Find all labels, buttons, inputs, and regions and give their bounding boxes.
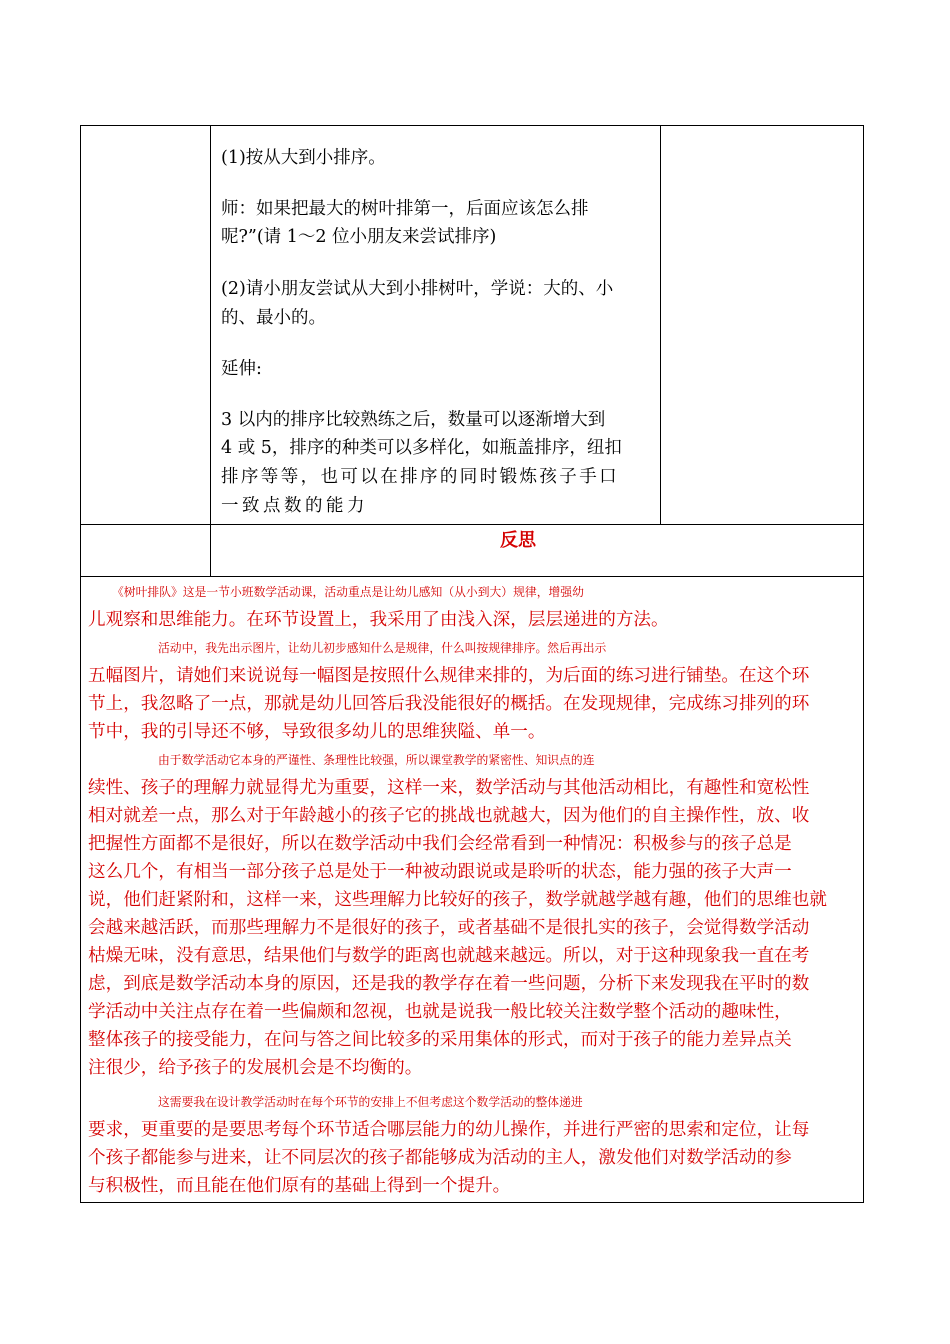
reflection-line: 虑，到底是数学活动本身的原因，还是我的教学存在着一些问题，分析下来发现我在平时的数 [88,974,810,994]
step-line: 的、最小的。 [221,308,326,328]
step-line: (1)按从大到小排序。 [221,148,386,168]
reflection-line: 活动中，我先出示图片，让幼儿初步感知什么是规律，什么叫按规律排序。然后再出示 [158,641,607,655]
reflection-line: 要求，更重要的是要思考每个环节适合哪层能力的幼儿操作，并进行严密的思索和定位，让每 [88,1120,810,1140]
reflection-line: 由于数学活动它本身的严谨性、条理性比较强，所以课堂教学的紧密性、知识点的连 [158,753,595,767]
step-line: 排序等等，也可以在排序的同时锻炼孩子手口 [221,467,619,487]
reflection-line: 个孩子都能参与进来，让不同层次的孩子都能够成为活动的主人，激发他们对数学活动的参 [88,1148,792,1168]
reflection-line: 说，他们赶紧附和，这样一来，这些理解力比较好的孩子，数学就越学越有趣，他们的思维也就 [88,890,827,910]
reflection-line: 五幅图片，请她们来说说每一幅图是按照什么规律来排的，为后面的练习进行铺垫。在这个环 [88,666,810,686]
table-border-top [80,125,864,126]
step-line: 呢?”(请 1～2 位小朋友来尝试排序) [221,227,497,247]
step-line: 一致点数的能力 [221,496,368,516]
reflection-line: 儿观察和思维能力。在环节设置上，我采用了由浅入深，层层递进的方法。 [88,610,669,630]
step-line: 4 或 5，排序的种类可以多样化，如瓶盖排序，纽扣 [221,438,622,458]
reflection-line: 学活动中关注点存在着一些偏颇和忽视，也就是说我一般比较关注数学整个活动的趣味性， [88,1002,792,1022]
reflection-line: 《树叶排队》这是一节小班数学活动课，活动重点是让幼儿感知（从小到大）规律，增强幼 [112,585,584,599]
reflection-line: 这需要我在设计教学活动时在每个环节的安排上不但考虑这个数学活动的整体递进 [158,1095,583,1109]
reflection-line: 注很少，给予孩子的发展机会是不均衡的。 [88,1058,423,1078]
step-line: 3 以内的排序比较熟练之后，数量可以逐渐增大到 [221,410,606,430]
table-border-left [80,125,81,1203]
reflection-line: 这么几个，有相当一部分孩子总是处于一种被动跟说或是聆听的状态，能力强的孩子大声一 [88,862,792,882]
reflection-line: 节上，我忽略了一点，那就是幼儿回答后我没能很好的概括。在发现规律，完成练习排列的环 [88,694,810,714]
table-row-divider-1 [80,524,864,525]
reflection-line: 整体孩子的接受能力，在问与答之间比较多的采用集体的形式，而对于孩子的能力差异点关 [88,1030,792,1050]
reflection-line: 相对就差一点，那么对于年龄越小的孩子它的挑战也就越大，因为他们的自主操作性，放、收 [88,806,810,826]
reflection-header: 反思 [500,530,536,550]
table-border-bottom [80,1202,864,1203]
reflection-line: 节中，我的引导还不够，导致很多幼儿的思维狭隘、单一。 [88,722,546,742]
reflection-line: 与积极性，而且能在他们原有的基础上得到一个提升。 [88,1176,511,1196]
reflection-line: 把握性方面都不是很好，所以在数学活动中我们会经常看到一种情况：积极参与的孩子总是 [88,834,792,854]
step-line: 师：如果把最大的树叶排第一，后面应该怎么排 [221,199,589,219]
reflection-line: 续性、孩子的理解力就显得尤为重要，这样一来，数学活动与其他活动相比，有趣性和宽松性 [88,778,810,798]
table-border-right [863,125,864,1203]
reflection-line: 枯燥无味，没有意思，结果他们与数学的距离也就越来越远。所以，对于这种现象我一直在考 [88,946,810,966]
reflection-line: 会越来越活跃，而那些理解力不是很好的孩子，或者基础不是很扎实的孩子，会觉得数学活动 [88,918,810,938]
table-col-divider-1 [210,125,211,576]
table-col-divider-2 [660,125,661,524]
step-line: (2)请小朋友尝试从大到小排树叶，学说：大的、小 [221,279,614,299]
step-line: 延伸: [221,359,262,379]
